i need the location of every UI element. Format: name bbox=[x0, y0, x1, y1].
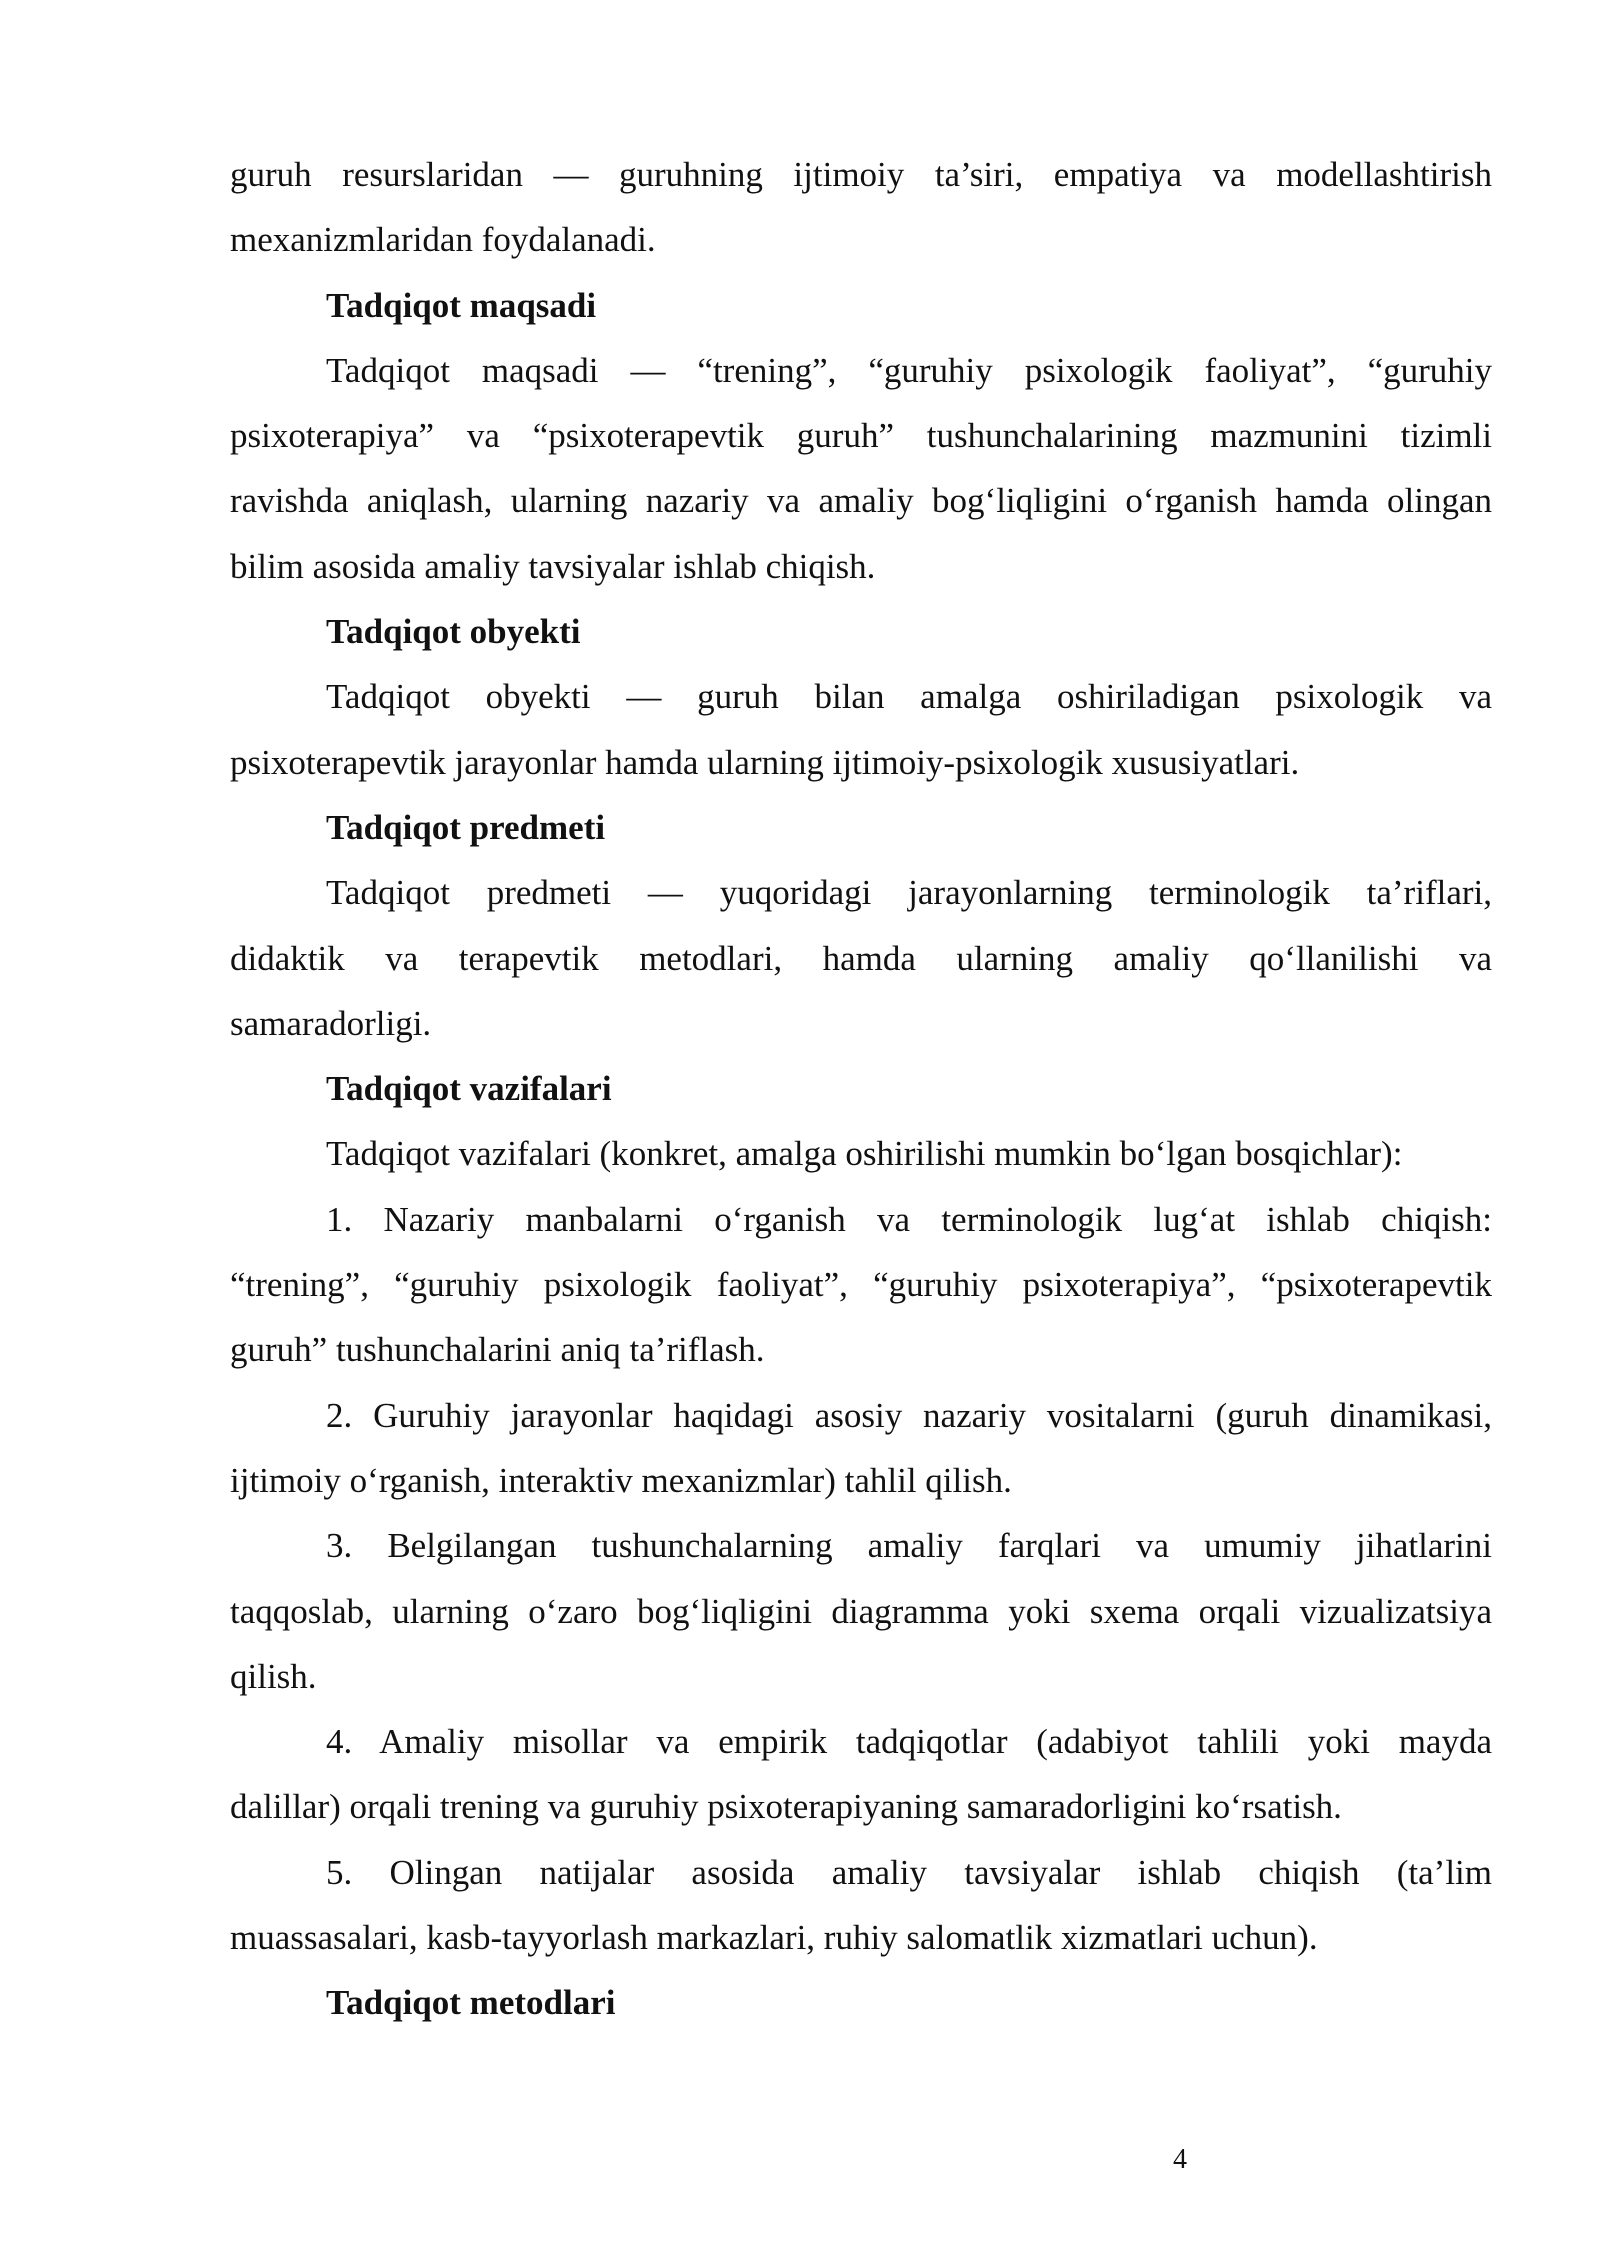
list-item-line: muassasalari, kasb-tayyorlash markazlari, ruhiy salomatlik xizmatlari uchun). bbox=[230, 1918, 1318, 1958]
list-item-line: dalillar) orqali trening va guruhiy psixoterapiyaning samaradorligini ko‘rsatish. bbox=[230, 1787, 1342, 1827]
list-item-line: qilish. bbox=[230, 1656, 317, 1696]
list-item-line: 3. Belgilangan tushunchalarning amaliy farqlari va umumiy jihatlarini bbox=[326, 1526, 1492, 1566]
paragraph-line: ravishda aniqlash, ularning nazariy va amaliy bog‘liqligini o‘rganish hamda olingan bbox=[230, 481, 1492, 521]
section-heading-vazifalari: Tadqiqot vazifalari bbox=[326, 1069, 612, 1109]
paragraph-line: Tadqiqot obyekti — guruh bilan amalga oshiriladigan psixologik va bbox=[326, 677, 1492, 717]
paragraph-line: psixoterapevtik jarayonlar hamda ularning ijtimoiy-psixologik xususiyatlari. bbox=[230, 742, 1300, 782]
paragraph-line: psixoterapiya” va “psixoterapevtik guruh” tushunchalarining mazmunini tizimli bbox=[230, 416, 1492, 456]
list-item-line: “trening”, “guruhiy psixologik faoliyat”, “guruhiy psixoterapiya”, “psixoterapevtik bbox=[230, 1265, 1492, 1305]
paragraph-line: didaktik va terapevtik metodlari, hamda ularning amaliy qo‘llanilishi va bbox=[230, 938, 1492, 978]
paragraph-line: samaradorligi. bbox=[230, 1003, 432, 1043]
list-item-line: ijtimoiy o‘rganish, interaktiv mexanizmlar) tahlil qilish. bbox=[230, 1460, 1012, 1500]
paragraph-line: Tadqiqot predmeti — yuqoridagi jarayonlarning terminologik ta’riflari, bbox=[326, 873, 1492, 913]
section-heading-obyekti: Tadqiqot obyekti bbox=[326, 612, 581, 652]
list-item-line: 4. Amaliy misollar va empirik tadqiqotlar (adabiyot tahlili yoki mayda bbox=[326, 1722, 1492, 1762]
section-heading-maqsadi: Tadqiqot maqsadi bbox=[326, 285, 597, 325]
paragraph-line: Tadqiqot vazifalari (konkret, amalga oshirilishi mumkin bo‘lgan bosqichlar): bbox=[326, 1134, 1403, 1174]
paragraph-line: Tadqiqot maqsadi — “trening”, “guruhiy psixologik faoliyat”, “guruhiy bbox=[326, 350, 1492, 390]
list-item-line: 2. Guruhiy jarayonlar haqidagi asosiy nazariy vositalarni (guruh dinamikasi, bbox=[326, 1395, 1492, 1435]
page-content bbox=[230, 142, 1492, 2036]
list-item-line: 5. Olingan natijalar asosida amaliy tavsiyalar ishlab chiqish (ta’lim bbox=[326, 1852, 1492, 1892]
paragraph-line: guruh resurslaridan — guruhning ijtimoiy ta’siri, empatiya va modellashtirish bbox=[230, 155, 1492, 194]
list-item-line: taqqoslab, ularning o‘zaro bog‘liqligini diagramma yoki sxema orqali vizualizatsiya bbox=[230, 1591, 1492, 1631]
list-item-line: 1. Nazariy manbalarni o‘rganish va terminologik lug‘at ishlab chiqish: bbox=[326, 1199, 1492, 1239]
list-item-line: guruh” tushunchalarini aniq ta’riflash. bbox=[230, 1330, 765, 1370]
page-number: 4 bbox=[1173, 2144, 1187, 2175]
section-heading-metodlari: Tadqiqot metodlari bbox=[326, 1983, 616, 2023]
paragraph-line: bilim asosida amaliy tavsiyalar ishlab chiqish. bbox=[230, 546, 876, 586]
paragraph-line: mexanizmlaridan foydalanadi. bbox=[230, 220, 656, 260]
section-heading-predmeti: Tadqiqot predmeti bbox=[326, 807, 606, 847]
